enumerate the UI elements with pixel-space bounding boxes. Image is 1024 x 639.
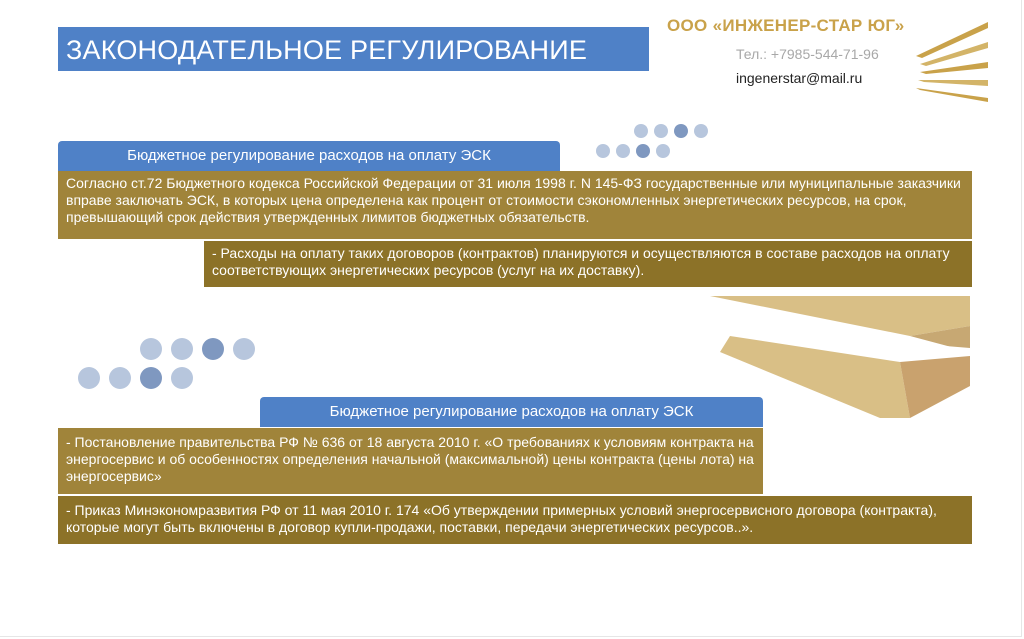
company-name: ООО «ИНЖЕНЕР-СТАР ЮГ» [667,16,905,35]
section2-item2: - Приказ Минэкономразвития РФ от 11 мая 2010 г. 174 «Об утверждении примерных условий энергосервисного договора (контракта), которые могут быть включены в договор купли-продажи, поставки, передачи энергетических ресурсов..». [58,496,972,544]
section1-note: - Расходы на оплату таких договоров (контрактов) планируются и осуществляются в составе расходов на оплату соответствующих энергетических ресурсов (услуг на их доставку). [204,241,972,287]
section1-paragraph: Согласно ст.72 Бюджетного кодекса Российской Федерации от 31 июля 1998 г. N 145-ФЗ государственные или муниципальные заказчики вправе заключать ЭСК, в которых цена определена как процент от стоимости сэкономленных энергетических ресурсов, на срок, превышающий срок действия утвержденных лимитов бюджетных обязательств. [58,171,972,239]
company-email[interactable]: ingenerstar@mail.ru [736,70,863,86]
company-phone: Тел.: +7985-544-71-96 [736,46,879,62]
page-title: ЗАКОНОДАТЕЛЬНОЕ РЕГУЛИРОВАНИЕ [58,27,649,71]
company-logo-icon [912,18,992,102]
section2-header: Бюджетное регулирование расходов на оплату ЭСК [260,397,763,427]
section2-item1: - Постановление правительства РФ № 636 от 18 августа 2010 г. «О требованиях к условиям контракта на энергосервис и об особенностях определения начальной (максимальной) цены контракта (цены лота) на энергосервис» [58,428,763,494]
section1-header: Бюджетное регулирование расходов на оплату ЭСК [58,141,560,171]
